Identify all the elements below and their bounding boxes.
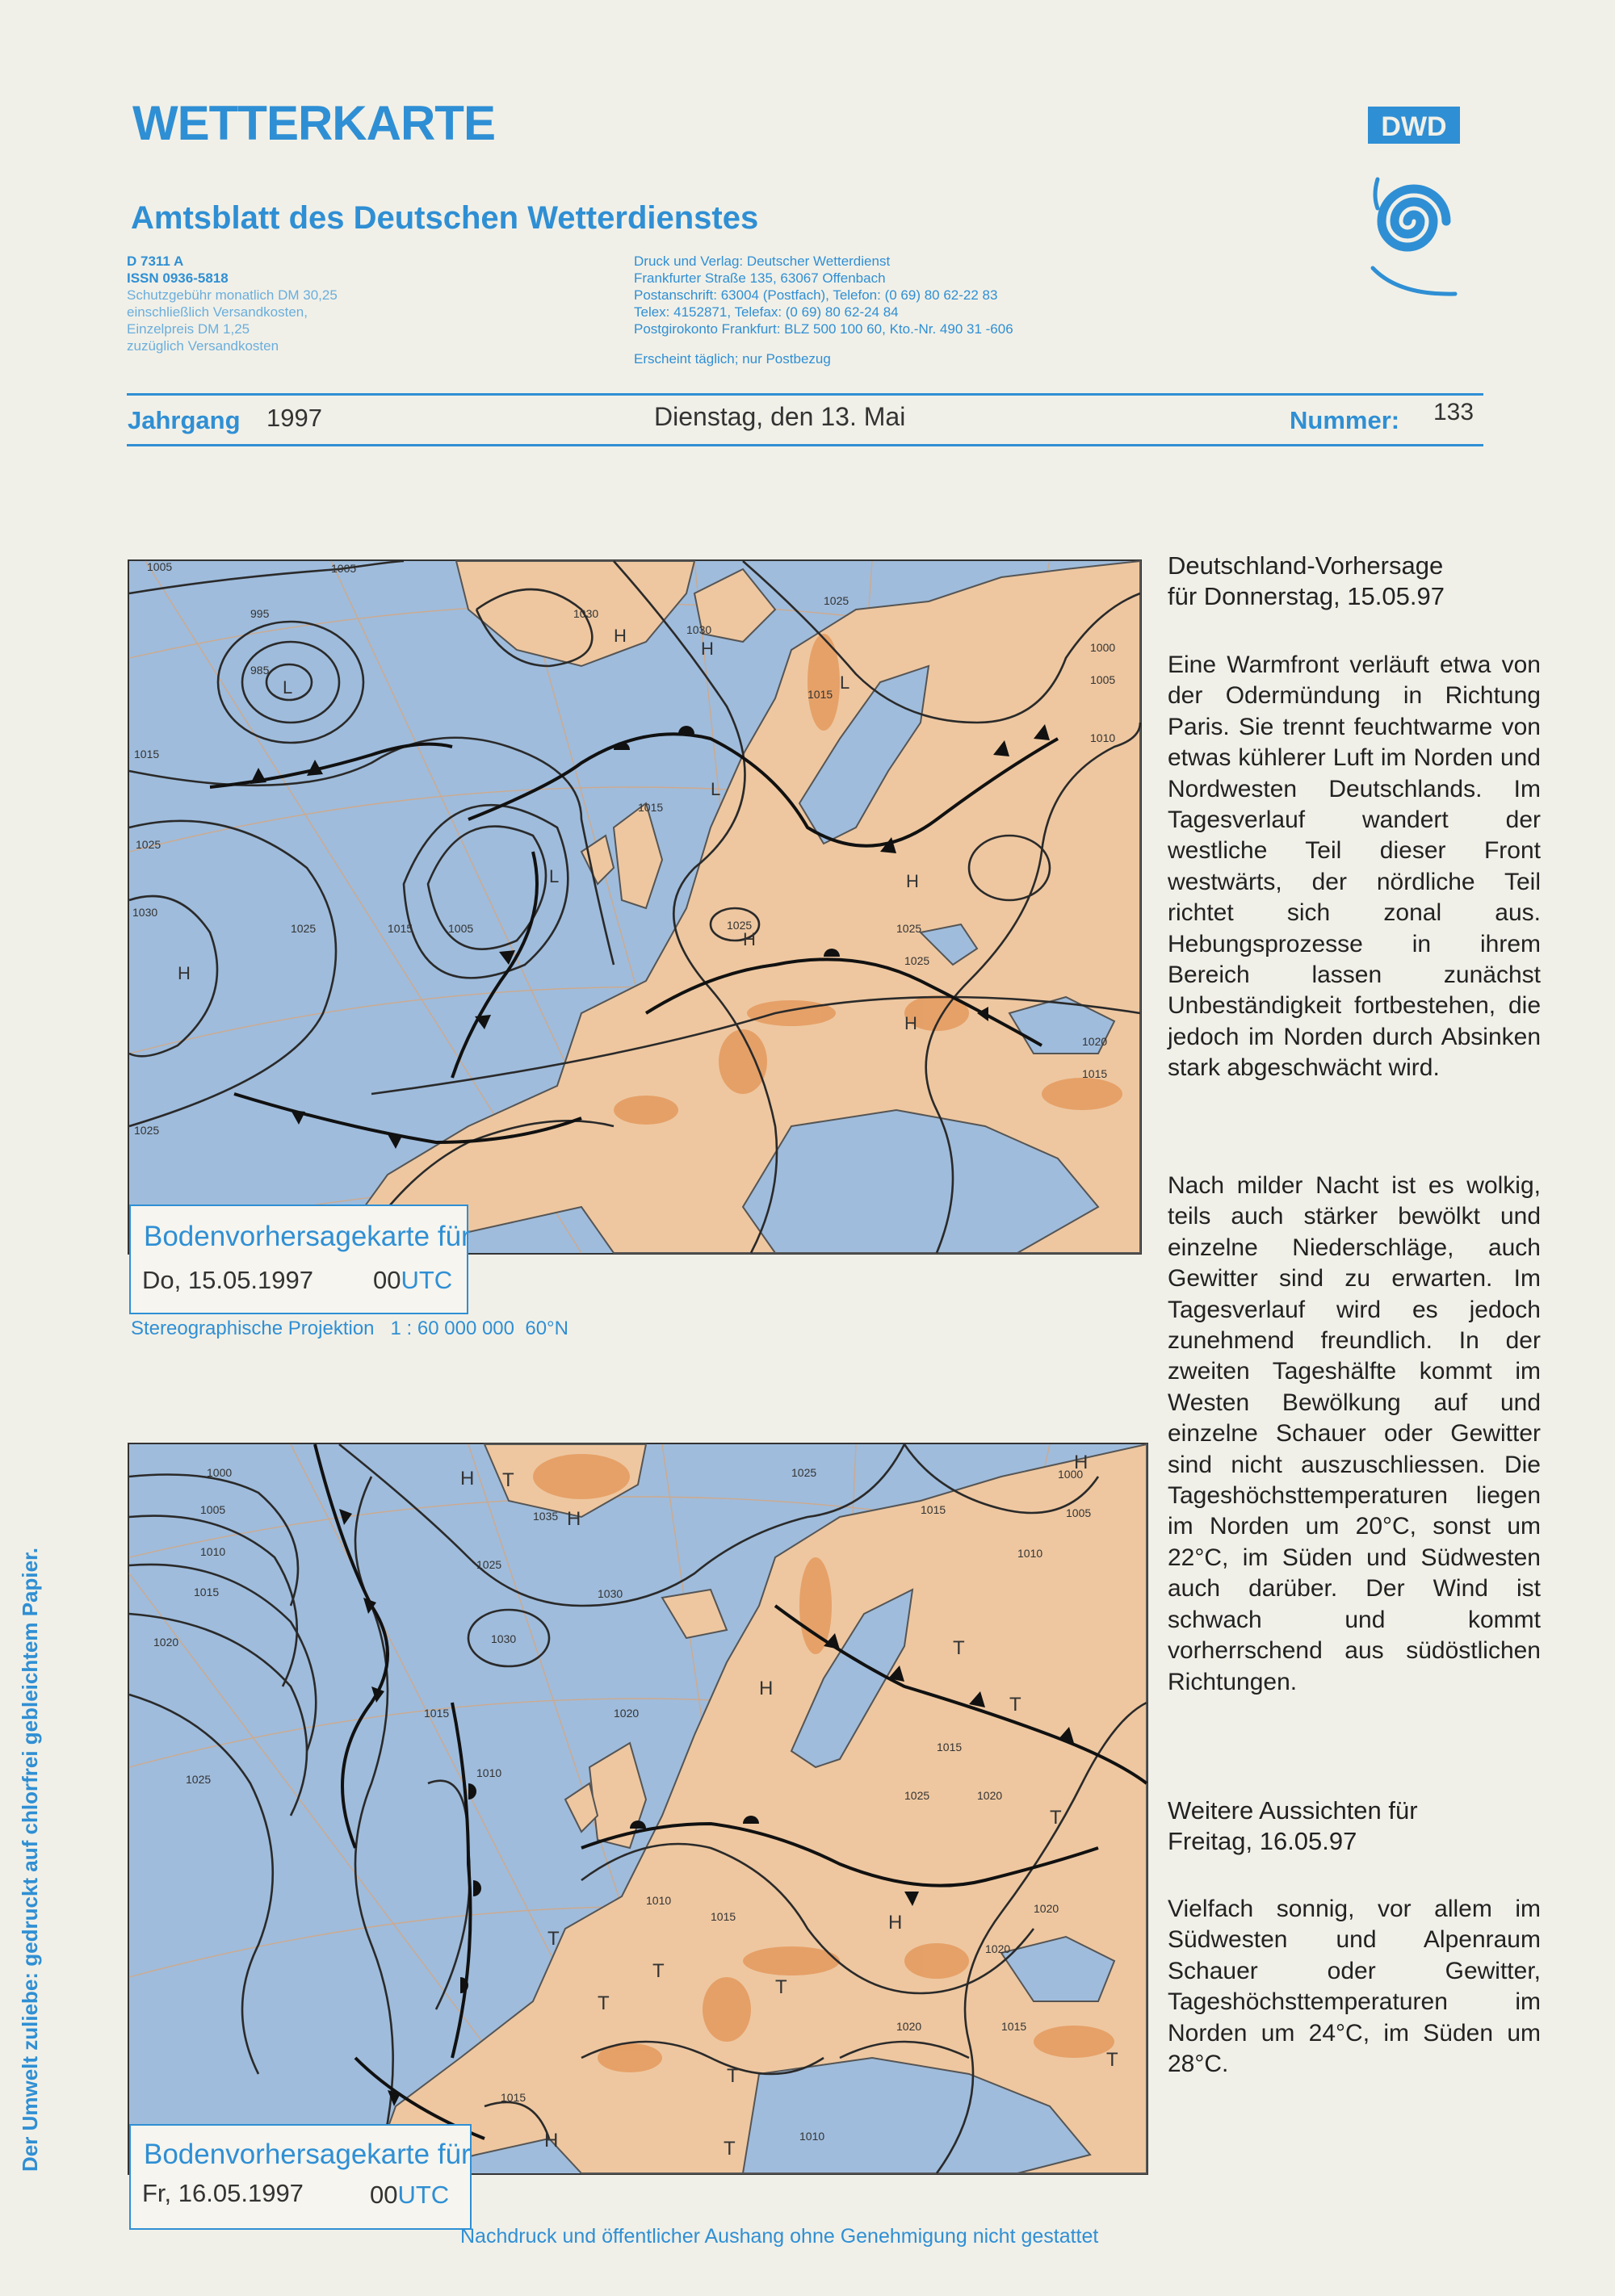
svg-text:H: H	[178, 963, 191, 983]
publication-code: D 7311 A	[127, 253, 184, 269]
publisher-line: Telex: 4152871, Telefax: (0 69) 80 62-24 84	[634, 304, 899, 320]
svg-text:1025: 1025	[824, 594, 849, 607]
forecast-map-thursday	[128, 559, 1142, 1294]
page-title: WETTERKARTE	[132, 96, 495, 150]
number-label: Nummer:	[1290, 406, 1400, 434]
svg-text:995: 995	[250, 607, 270, 620]
svg-text:1000: 1000	[207, 1466, 233, 1479]
svg-text:1015: 1015	[194, 1586, 220, 1598]
svg-text:1030: 1030	[573, 607, 599, 620]
map-labels	[129, 561, 1140, 1253]
svg-text:H: H	[460, 1468, 475, 1489]
svg-text:1015: 1015	[501, 2091, 526, 2104]
svg-text:T: T	[953, 1637, 965, 1659]
svg-text:1025: 1025	[904, 954, 930, 967]
svg-text:1030: 1030	[491, 1632, 517, 1645]
svg-text:H: H	[567, 1508, 581, 1530]
svg-text:H: H	[1074, 1452, 1089, 1473]
svg-text:H: H	[614, 626, 627, 646]
logo-text: DWD	[1381, 111, 1447, 142]
svg-text:T: T	[502, 1469, 514, 1491]
svg-text:1020: 1020	[153, 1636, 179, 1649]
year-value: 1997	[266, 404, 322, 432]
svg-text:1025: 1025	[896, 922, 922, 935]
svg-text:1020: 1020	[896, 2020, 922, 2033]
svg-text:1025: 1025	[904, 1789, 930, 1802]
publication-info	[127, 253, 466, 354]
forecast-paragraph: Nach milder Nacht ist es wolkig, teils auch stärker bewölkt und einzelne Niederschläge, auch Gewitter sind zu erwarten. Im Tagesverlauf wird es jedoch zunehmend freundlich. In der zweiten Tageshälfte kommt im Westen Bewölkung auf und einzelne Schauer oder Gewitter sind nicht auszuschliessen. Die Tageshöchsttemperaturen liegen im Norden um 20°C, sonst um 22°C, im Süden und Südwesten auch darüber. Der Wind ist schwach und kommt vorherrschend aus südöstlichen Richtungen.	[1168, 1172, 1541, 1695]
header-rule-top	[127, 393, 1483, 396]
svg-text:1015: 1015	[921, 1503, 946, 1516]
svg-text:1025: 1025	[791, 1466, 817, 1479]
svg-text:1010: 1010	[476, 1766, 502, 1779]
svg-text:1035: 1035	[533, 1510, 559, 1523]
number-value: 133	[1433, 399, 1474, 425]
svg-text:T: T	[598, 1992, 610, 2014]
caption-title: Bodenvorhersagekarte für	[144, 2139, 471, 2170]
frequency-note: Erscheint täglich; nur Postbezug	[634, 351, 831, 367]
svg-text:1025: 1025	[727, 919, 753, 932]
svg-text:L: L	[549, 866, 560, 886]
map-caption	[129, 1205, 471, 1314]
caption-date: Do, 15.05.1997	[142, 1266, 314, 1294]
svg-text:H: H	[906, 871, 919, 891]
forecast-map-friday	[128, 1443, 1148, 2209]
copyright-footer: Nachdruck und öffentlicher Aushang ohne Genehmigung nicht gestattet	[460, 2225, 1099, 2248]
svg-text:L: L	[283, 677, 293, 698]
svg-text:1015: 1015	[1001, 2020, 1027, 2033]
svg-text:1010: 1010	[200, 1545, 226, 1558]
publisher-line: Druck und Verlag: Deutscher Wetterdienst	[634, 253, 891, 269]
issue-date: Dienstag, den 13. Mai	[654, 402, 906, 431]
svg-text:H: H	[743, 929, 756, 949]
svg-text:1010: 1010	[799, 2130, 825, 2143]
svg-text:1010: 1010	[1017, 1547, 1043, 1560]
fee-line: einschließlich Versandkosten,	[127, 304, 308, 320]
publisher-line: Frankfurter Straße 135, 63067 Offenbach	[634, 270, 886, 286]
svg-text:1020: 1020	[1082, 1035, 1108, 1048]
svg-text:1015: 1015	[711, 1910, 736, 1923]
svg-text:T: T	[1106, 2049, 1118, 2071]
svg-text:1025: 1025	[186, 1773, 212, 1786]
svg-text:T: T	[1050, 1807, 1062, 1829]
caption-time: 00UTC	[373, 1266, 453, 1294]
svg-text:1015: 1015	[424, 1707, 450, 1720]
forecast-heading: Deutschland-Vorhersage für Donnerstag, 15.05.97	[1168, 551, 1445, 610]
svg-text:1020: 1020	[985, 1942, 1011, 1955]
svg-text:H: H	[544, 2130, 559, 2151]
svg-text:1005: 1005	[331, 562, 357, 575]
svg-text:1000: 1000	[1090, 641, 1116, 654]
svg-text:1030: 1030	[686, 623, 712, 636]
svg-text:T: T	[727, 2065, 739, 2087]
page-subtitle: Amtsblatt des Deutschen Wetterdienstes	[131, 200, 759, 236]
svg-text:T: T	[652, 1960, 665, 1982]
svg-text:H: H	[701, 639, 714, 659]
forecast-paragraph: Eine Warmfront verläuft etwa von der Odermündung in Richtung Paris. Sie trennt feuchtwarme von etwas kühlerer Luft im Norden und Nordwesten Deutschlands. Im Tagesverlauf wandert der westliche Teil dieser Front westwärts, der nördliche Teil richtet sich zonal aus. Hebungsprozesse in ihrem Bereich lassen zunächst Unbeständigkeit fortbestehen, die jedoch im Norden durch Absinken stark abgeschwächt wird.	[1168, 652, 1541, 1082]
svg-text:H: H	[888, 1912, 903, 1934]
svg-text:1030: 1030	[132, 906, 158, 919]
caption-title: Bodenvorhersagekarte für	[144, 1221, 471, 1252]
outlook-heading: Weitere Aussichten für Freitag, 16.05.97	[1168, 1796, 1418, 1855]
caption-time: 00UTC	[370, 2181, 450, 2209]
svg-text:1015: 1015	[937, 1741, 963, 1753]
svg-text:985: 985	[250, 664, 270, 677]
svg-text:1020: 1020	[977, 1789, 1003, 1802]
outlook-paragraph: Vielfach sonnig, vor allem im Südwesten und Alpenraum Schauer oder Gewitter, Tageshöchsttemperaturen im Norden um 24°C, im Süden um 28°C.	[1168, 1896, 1541, 2078]
svg-text:1020: 1020	[614, 1707, 640, 1720]
svg-text:1015: 1015	[134, 748, 160, 760]
dwd-spiral-icon	[1366, 107, 1462, 300]
svg-text:T: T	[775, 1976, 787, 1998]
fee-line: Schutzgebühr monatlich DM 30,25	[127, 287, 338, 303]
svg-text:1010: 1010	[1090, 731, 1116, 744]
svg-text:1015: 1015	[1082, 1067, 1108, 1080]
svg-text:1015: 1015	[638, 801, 664, 814]
svg-text:1025: 1025	[291, 922, 317, 935]
svg-text:1005: 1005	[1090, 673, 1116, 686]
svg-text:H: H	[759, 1678, 774, 1699]
svg-text:1025: 1025	[476, 1558, 502, 1571]
svg-text:1000: 1000	[1058, 1468, 1084, 1481]
year-label: Jahrgang	[128, 406, 241, 434]
svg-text:1010: 1010	[646, 1894, 672, 1907]
dwd-logo	[1366, 107, 1462, 300]
issn: ISSN 0936-5818	[127, 270, 229, 286]
map-labels	[129, 1444, 1147, 2173]
svg-text:1020: 1020	[1034, 1902, 1059, 1915]
svg-text:T: T	[724, 2138, 736, 2160]
svg-text:T: T	[547, 1928, 560, 1950]
svg-text:1005: 1005	[1066, 1506, 1092, 1519]
map-caption	[129, 2124, 472, 2230]
svg-text:1005: 1005	[448, 922, 474, 935]
publisher-info	[634, 253, 1086, 367]
fee-line: zuzüglich Versandkosten	[127, 338, 279, 354]
svg-text:L: L	[840, 672, 850, 693]
svg-text:T: T	[1009, 1694, 1021, 1716]
publisher-line: Postanschrift: 63004 (Postfach), Telefon: (0 69) 80 62-22 83	[634, 287, 998, 303]
publisher-line: Postgirokonto Frankfurt: BLZ 500 100 60, Kto.-Nr. 490 31 -606	[634, 321, 1013, 337]
svg-text:1005: 1005	[147, 560, 173, 573]
header-rule-bottom	[127, 444, 1483, 446]
svg-text:1025: 1025	[136, 838, 162, 851]
svg-text:1015: 1015	[808, 688, 833, 701]
svg-text:1015: 1015	[388, 922, 413, 935]
projection-note: Stereographische Projektion 1 : 60 000 000 60°N	[131, 1318, 568, 1339]
svg-text:1030: 1030	[598, 1587, 623, 1600]
svg-text:1005: 1005	[200, 1503, 226, 1516]
fee-line: Einzelpreis DM 1,25	[127, 321, 250, 337]
paper-note: Der Umwelt zuliebe: gedruckt auf chlorfrei gebleichtem Papier.	[18, 1548, 42, 2172]
svg-text:H: H	[904, 1013, 917, 1033]
svg-text:1025: 1025	[134, 1124, 160, 1137]
caption-date: Fr, 16.05.1997	[142, 2179, 304, 2207]
svg-text:L: L	[711, 779, 721, 799]
